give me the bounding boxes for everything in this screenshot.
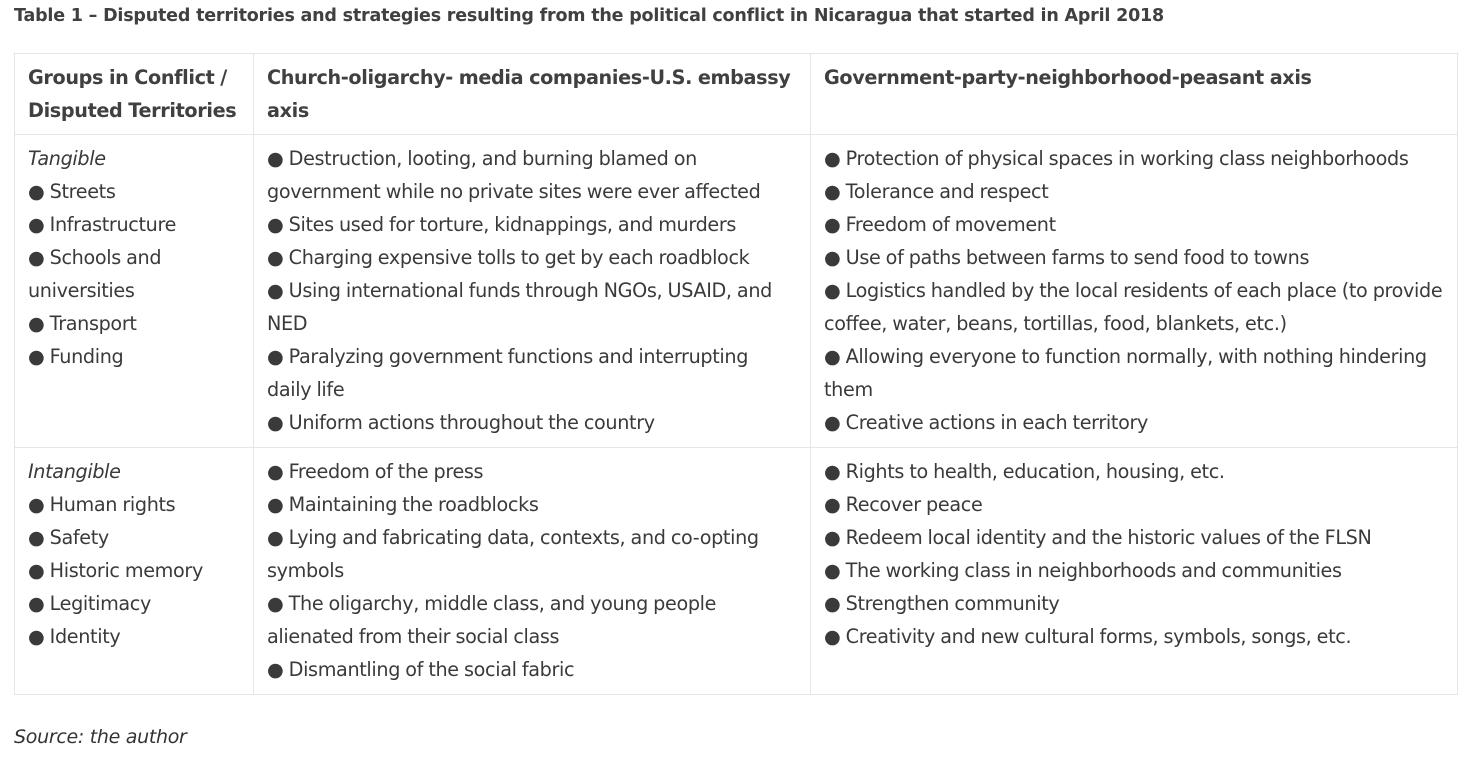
government-axis-item: ● Freedom of movement xyxy=(824,213,1056,236)
territory-item: ● Human rights xyxy=(28,493,176,516)
government-axis-item: ● Protection of physical spaces in working class neighborhoods xyxy=(824,147,1409,170)
government-axis-item: ● Creative actions in each territory xyxy=(824,411,1149,434)
territory-item: ● Transport xyxy=(28,312,137,335)
territory-cell xyxy=(15,448,254,695)
church-axis-item: ● Lying and fabricating data, contexts, and co-opting symbols xyxy=(267,526,759,582)
church-axis-item: ● Using international funds through NGOs, USAID, and NED xyxy=(267,279,772,335)
territory-item: ● Legitimacy xyxy=(28,592,152,615)
church-axis-item: ● Uniform actions throughout the country xyxy=(267,411,655,434)
church-axis-item: ● The oligarchy, middle class, and young people alienated from their social class xyxy=(267,592,717,648)
church-axis-cell xyxy=(254,448,811,695)
territory-category: Tangible xyxy=(28,147,106,170)
source-note: Source: the author xyxy=(14,726,187,748)
government-axis-item: ● Rights to health, education, housing, etc. xyxy=(824,460,1225,483)
government-axis-cell xyxy=(811,448,1458,695)
territories-table xyxy=(14,53,1458,695)
territory-item: ● Funding xyxy=(28,345,124,368)
government-axis-item: ● Creativity and new cultural forms, symbols, songs, etc. xyxy=(824,625,1352,648)
church-axis-item: ● Maintaining the roadblocks xyxy=(267,493,539,516)
header-groups-territories: Groups in Conflict / Disputed Territories xyxy=(15,54,254,135)
table-body xyxy=(15,135,1458,695)
government-axis-item: ● Logistics handled by the local residents of each place (to provide coffee, water, beans, tortillas, food, blankets, etc.) xyxy=(824,279,1443,335)
territory-cell xyxy=(15,135,254,448)
government-axis-item: ● Use of paths between farms to send food to towns xyxy=(824,246,1310,269)
territory-item: ● Streets xyxy=(28,180,116,203)
church-axis-item: ● Charging expensive tolls to get by each roadblock xyxy=(267,246,750,269)
government-axis-item: ● Strengthen community xyxy=(824,592,1060,615)
territory-item: ● Historic memory xyxy=(28,559,203,582)
territory-item: ● Safety xyxy=(28,526,109,549)
table-header-row xyxy=(15,54,1458,135)
government-axis-item: ● Redeem local identity and the historic values of the FLSN xyxy=(824,526,1372,549)
church-axis-item: ● Destruction, looting, and burning blamed on government while no private sites were ever affected xyxy=(267,147,761,203)
table-row xyxy=(15,448,1458,695)
government-axis-item: ● Recover peace xyxy=(824,493,983,516)
territory-item: ● Schools and universities xyxy=(28,246,162,302)
church-axis-item: ● Sites used for torture, kidnappings, and murders xyxy=(267,213,737,236)
government-axis-item: ● Tolerance and respect xyxy=(824,180,1049,203)
government-axis-cell xyxy=(811,135,1458,448)
government-axis-item: ● The working class in neighborhoods and communities xyxy=(824,559,1342,582)
church-axis-item: ● Dismantling of the social fabric xyxy=(267,658,575,681)
territory-category: Intangible xyxy=(28,460,121,483)
header-government-axis: Government-party-neighborhood-peasant axis xyxy=(811,54,1458,135)
territory-item: ● Identity xyxy=(28,625,121,648)
church-axis-item: ● Freedom of the press xyxy=(267,460,484,483)
table-caption: Table 1 – Disputed territories and strategies resulting from the political conflict in Nicaragua that started in April 2018 xyxy=(14,6,1164,26)
church-axis-cell xyxy=(254,135,811,448)
church-axis-item: ● Paralyzing government functions and interrupting daily life xyxy=(267,345,749,401)
header-church-axis: Church-oligarchy- media companies-U.S. embassy axis xyxy=(254,54,811,135)
table-row xyxy=(15,135,1458,448)
government-axis-item: ● Allowing everyone to function normally, with nothing hindering them xyxy=(824,345,1427,401)
territory-item: ● Infrastructure xyxy=(28,213,177,236)
